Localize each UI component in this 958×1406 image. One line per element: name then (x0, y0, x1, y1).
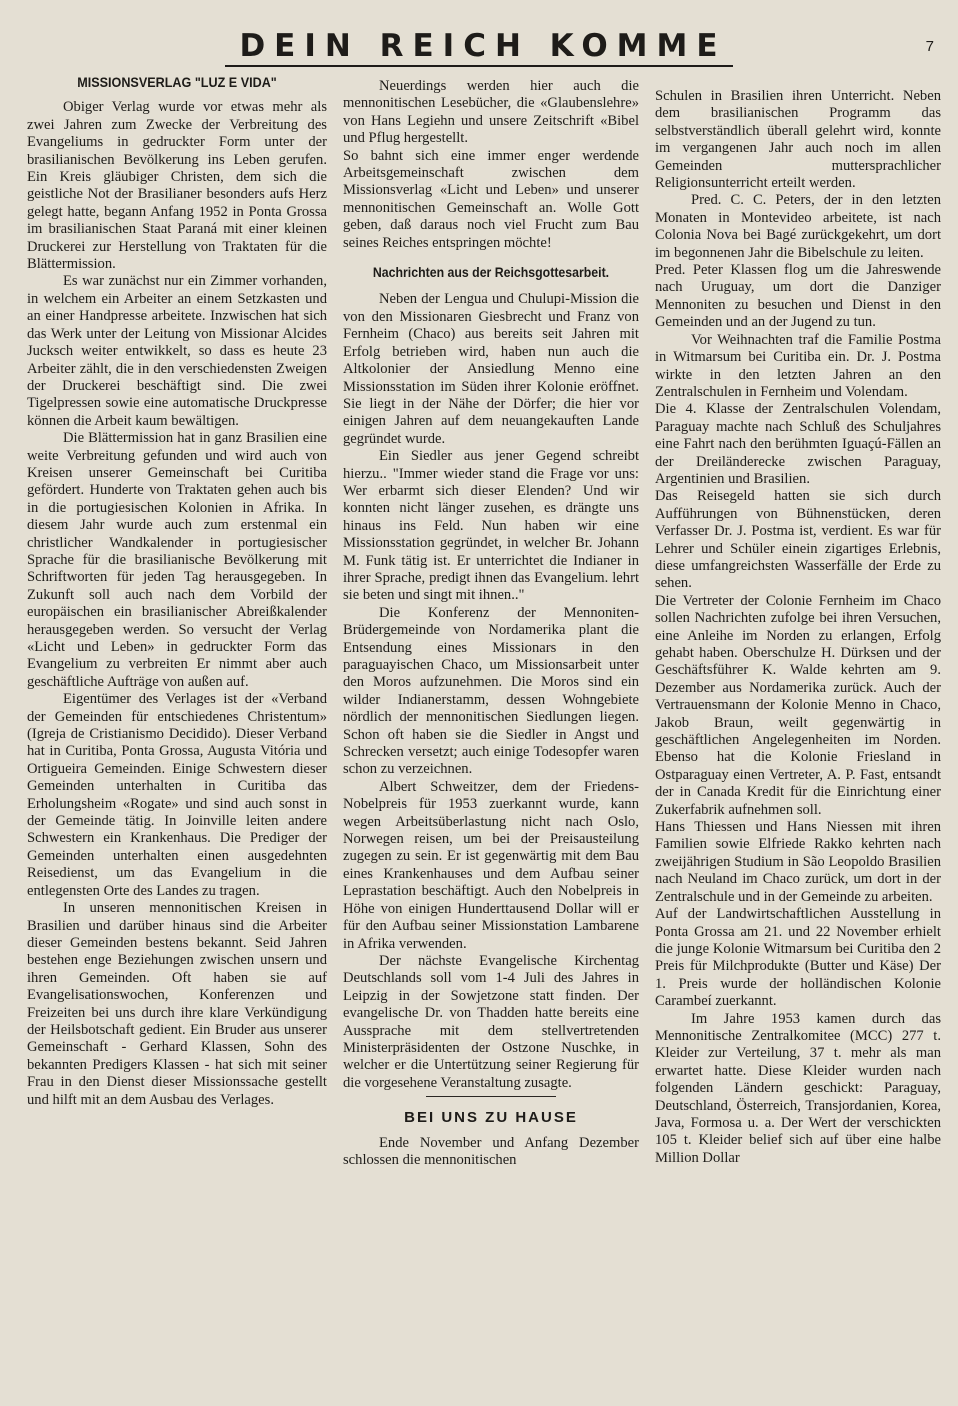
heading-rule (426, 1096, 556, 1097)
article-paragraph: Es war zunächst nur ein Zimmer vorhanden, in welchem ein Arbeiter an einem Setzkasten und an einer Handpresse arbeitete. Inzwischen hat sich das Werk unter der Leitung von Missionar Alcides Jucksch weiter entwikkelt, so dass es heute 23 Arbeiter zählt, die in den verschiedensten Zweigen der Druckerei beschäftigt sind. Die zwei Tigelpressen sowie eine automatische Druckpresse können die Arbeit kaum bewältigen. (27, 273, 327, 429)
article-paragraph: Das Reisegeld hatten sie sich durch Aufführungen von Bühnenstücken, deren Verfasser Dr. J. Postma ist, verdient. Es war für Lehrer und Schüler einein zigartiges Erlebnis, diese umfangreichsten Wasserfälle der Erde zu sehen. (655, 488, 941, 592)
article-paragraph: Die Konferenz der Mennoniten-Brüdergemeinde von Nordamerika plant die Entsendung eines Missionars in den paraguayischen Chaco, um Missionsarbeit unter den Moros aufzunehmen. Die Moros sind ein wilder Indianerstamm, dessen Wohngebiete nördlich der mennonitischen Siedlungen liegen. Schon oft haben sie die Siedler in Angst und Schrecken versetzt; auch einige Todesopfer waren schon zu verzeichnen. (343, 604, 639, 778)
article-paragraph: Vor Weihnachten traf die Familie Postma in Witmarsum bei Curitiba ein. Dr. J. Postma wirkte in den letzten Jahren an den Zentralschulen in Fernheim und Volendam. (655, 331, 941, 400)
article-paragraph: In unseren mennonitischen Kreisen in Brasilien und darüber hinaus sind die Arbeiter dieser Gemeinden bestens bekannt. Seid Jahren bestehen enge Beziehungen zwischen unsern und ihren Gemeinden. Oft haben sie auf Evangelisationswochen, Konferenzen und Freizeiten bei uns durch ihre klare Verkündigung der Heilsbotschaft gedient. Ein Bruder aus unserer Gemeinschaft - Gerhard Klassen, Sohn des bekannten Predigers Klassen - hat sich mit seiner Frau in den Dienst dieser Missionssache gestellt und hilft mit an dem Ausbau des Verlages. (27, 900, 327, 1108)
column-1 (27, 74, 327, 1392)
article-paragraph: Der nächste Evangelische Kirchentag Deutschlands soll vom 1-4 Juli des Jahres in Leipzig in der Sowjetzone statt finden. Der evangelische Dr. von Thadden hatte bereits eine Aussprache mit dem stellvertretenden Ministerpräsidenten der Ostzone Nuschke, in welcher er die Untertützung seiner Regierung für die vorgesehene Veranstaltung zusagte. (343, 952, 639, 1091)
article-paragraph: Hans Thiessen und Hans Niessen mit ihren Familien sowie Elfriede Rakko kehrten nach zweijährigen Studium in São Leopoldo Brasilien nach Neuland im Chaco zurück, um dort in der Zentralschule und in der Gemeinde zu arbeiten. (655, 819, 941, 905)
article-paragraph: Die 4. Klasse der Zentralschulen Volendam, Paraguay machte nach Schluß des Schuljahres eine Fahrt nach den berühmten Iguaçú-Fällen an der Dreiländerecke zwischen Paraguay, Argentinien und Brasilien. (655, 401, 941, 487)
article-paragraph: Neuerdings werden hier auch die mennonitischen Lesebücher, die «Glaubenslehre» von Hans Legiehn und unsere Zeitschrift «Bibel und Pflug hergestellt. (343, 78, 639, 147)
section-heading: MISSIONSVERLAG "LUZ E VIDA" (77, 74, 277, 90)
article-paragraph: Ein Siedler aus jener Gegend schreibt hierzu.. "Immer wieder stand die Frage vor uns: Wer erbarmt sich dieser Elenden? Und wir konnten nicht länger zusehen, es drängte uns hinaus ins Feld. Nun haben wir eine Missionsstation gegründet, in welcher Br. Johann M. Funk tätig ist. Er unterrichtet die Indianer in ihrer Sprache, predigt ihnen das Evangelium. lehrt sie beten und singt mit ihnen.." (343, 448, 639, 604)
article-paragraph: Ende November und Anfang Dezember schlossen die mennonitischen (343, 1134, 639, 1168)
column-2 (343, 78, 639, 1396)
section-heading: Nachrichten aus der Reichsgottesarbeit. (372, 264, 610, 281)
article-paragraph: Pred. C. C. Peters, der in den letzten Monaten in Montevideo arbeitete, ist nach Colonia Nova bei Bagé zurückgekehrt, um dort im begonnenen Jahr die Bibelschule zu leiten. (655, 192, 941, 261)
article-paragraph: Eigentümer des Verlages ist der «Verband der Gemeinden für entschiedenes Christentum» (Igreja de Cristianismo Decidido). Dieser Verband hat in Curitiba, Ponta Grossa, Augusta Vitória und Ortigueira Gemeinden. Einige Schwestern dieser Gemeinden unterhalten in Curitiba das Erholungsheim «Rogate» und sind auch sonst in der Gemeinde tätig. In Joinville leiten andere Schwestern ein Krankenhaus. Die Prediger der Gemeinden unterhalten einen ausgedehnten Reisedienst, um das Evangelium in die entlegensten Orte des Landes zu tragen. (27, 691, 327, 899)
article-paragraph: Im Jahre 1953 kamen durch das Mennonitische Zentralkomitee (MCC) 277 t. Kleider zur Verteilung, 37 t. mehr als man erwartet hatte. Diese Kleider wurden nach folgenden Ländern geschickt: Paraguay, Deutschland, Österreich, Transjordanien, Korea, Java, Formosa u. a. Der Wert der verschickten 105 t. Kleider belief sich auf über eine halbe Million Dollar (655, 1010, 941, 1166)
article-paragraph: So bahnt sich eine immer enger werdende Arbeitsgemeinschaft zwischen dem Missionsverlag «Licht und Leben» und unserer mennonitischen Gemeinschaft an. Wolle Gott geben, daß daraus noch viel Frucht zum Bau seines Reiches entspringen möchte! (343, 147, 639, 251)
article-paragraph: Albert Schweitzer, dem der Friedens-Nobelpreis für 1953 zuerkannt wurde, kann wegen Arbeitsüberlastung nicht nach Oslo, Norwegen reisen, um bei der Preisausteilung zugegen zu sein. Er ist gegenwärtig mit dem Bau eines Krankenhauses und dem Aufbau seiner Leprastation beschäftigt. Auch den Nobelpreis in Höhe von einigen Hunderttausend Dollar will er für den Aufbau seiner Missionstation Lambarene in Afrika verwenden. (343, 778, 639, 952)
article-paragraph: Auf der Landwirtschaftlichen Ausstellung in Ponta Grossa am 21. und 22 November erhielt die junge Kolonie Witmarsum bei Curitiba den 2 Preis für Milchprodukte (Butter und Käse) Der 1. Preis wurde der holländischen Kolonie Carambeí zuerkannt. (655, 906, 941, 1010)
page-number: 7 (925, 38, 934, 55)
section-heading: BEI UNS ZU HAUSE (404, 1109, 578, 1127)
article-paragraph: Die Vertreter der Colonie Fernheim im Chaco sollen Nachrichten zufolge bei ihren Versuchen, eine Anleihe im Norden zu erlangen, Erfolg gehabt haben. Oberschulze H. Dürksen und der Geschäftsführer K. Walde kehrten am 9. Dezember aus Nordamerika zurück. Auch der Vertrauensmann der Kolonie Menno in Chaco, Jakob Braun, weilt gegenwärtig in geschäftlichen Angelegenheiten im Norden. Ebenso hat die Kolonie Friesland in Ostparaguay einen Vertreter, A. P. Fast, entsandt der in Canada Kredit für die Einrichtung einer Zukerfabrik aufnehmen soll. (655, 592, 941, 818)
article-paragraph: Pred. Peter Klassen flog um die Jahreswende nach Uruguay, um dort die Danziger Mennoniten zu besuchen und Dienst in den Gemeinden und an der Jugend zu tun. (655, 262, 941, 331)
masthead-title: DEIN REICH KOMME (225, 28, 732, 67)
article-paragraph: Schulen in Brasilien ihren Unterricht. Neben dem brasilianischen Programm das selbstverständlich überall gelehrt wird, konnte im vergangenen Jahr auch noch im allen Gemeinden muttersprachlicher Religionsunterricht erteilt werden. (655, 88, 941, 192)
article-paragraph: Die Blättermission hat in ganz Brasilien eine weite Verbreitung gefunden und wird auch von Kreisen unserer Gemeinschaft bei Curitiba gefördert. Hunderte von Traktaten gehen auch bis in die portugiesischen Kolonien in Afrika. In diesem Jahr wurde auch zum erstenmal ein christlicher Wandkalender in portugiesischer Sprache für die brasilianische Bevölkerung mit Schriftworten für jeden Tag herausgegeben. In Zukunft soll auch nach dem Vorbild der europäischen ein brasilianischer Abreißkalender herausgegeben werden. So versucht der Verlag «Licht und Leben» in gedruckter Form das Evangelium zu verbreiten Er nimmt aber auch geschäftliche Aufträge von außen auf. (27, 430, 327, 690)
column-3 (655, 88, 941, 1406)
article-paragraph: Neben der Lengua und Chulupi-Mission die von den Missionaren Giesbrecht und Franz von Fernheim (Chaco) aus bereits seit Jahren mit Erfolg betrieben wird, haben nun auch die Altkolonier der Ansiedlung Menno eine Missionsstation im Süden ihrer Kolonie eröffnet. Sie liegt in der Nähe der Dörfer; die hier vor einigen Jahren auf dem neuangekauften Lande gegründet wurde. (343, 291, 639, 447)
article-paragraph: Obiger Verlag wurde vor etwas mehr als zwei Jahren zum Zwecke der Verbreitung des Evangeliums in gedruckter Form unter der brasilianischen Bevölkerung ins Leben gerufen. Ein Kreis gläubiger Christen, dem sich die geistliche Not der Brasilianer besonders aufs Herz gelegt hatte, begann Anfang 1952 in Ponta Grossa im brasilianischen Staat Paraná mit einer kleinen Druckerei zur Herstellung von Traktaten für die Blättermission. (27, 99, 327, 273)
masthead (0, 28, 958, 67)
